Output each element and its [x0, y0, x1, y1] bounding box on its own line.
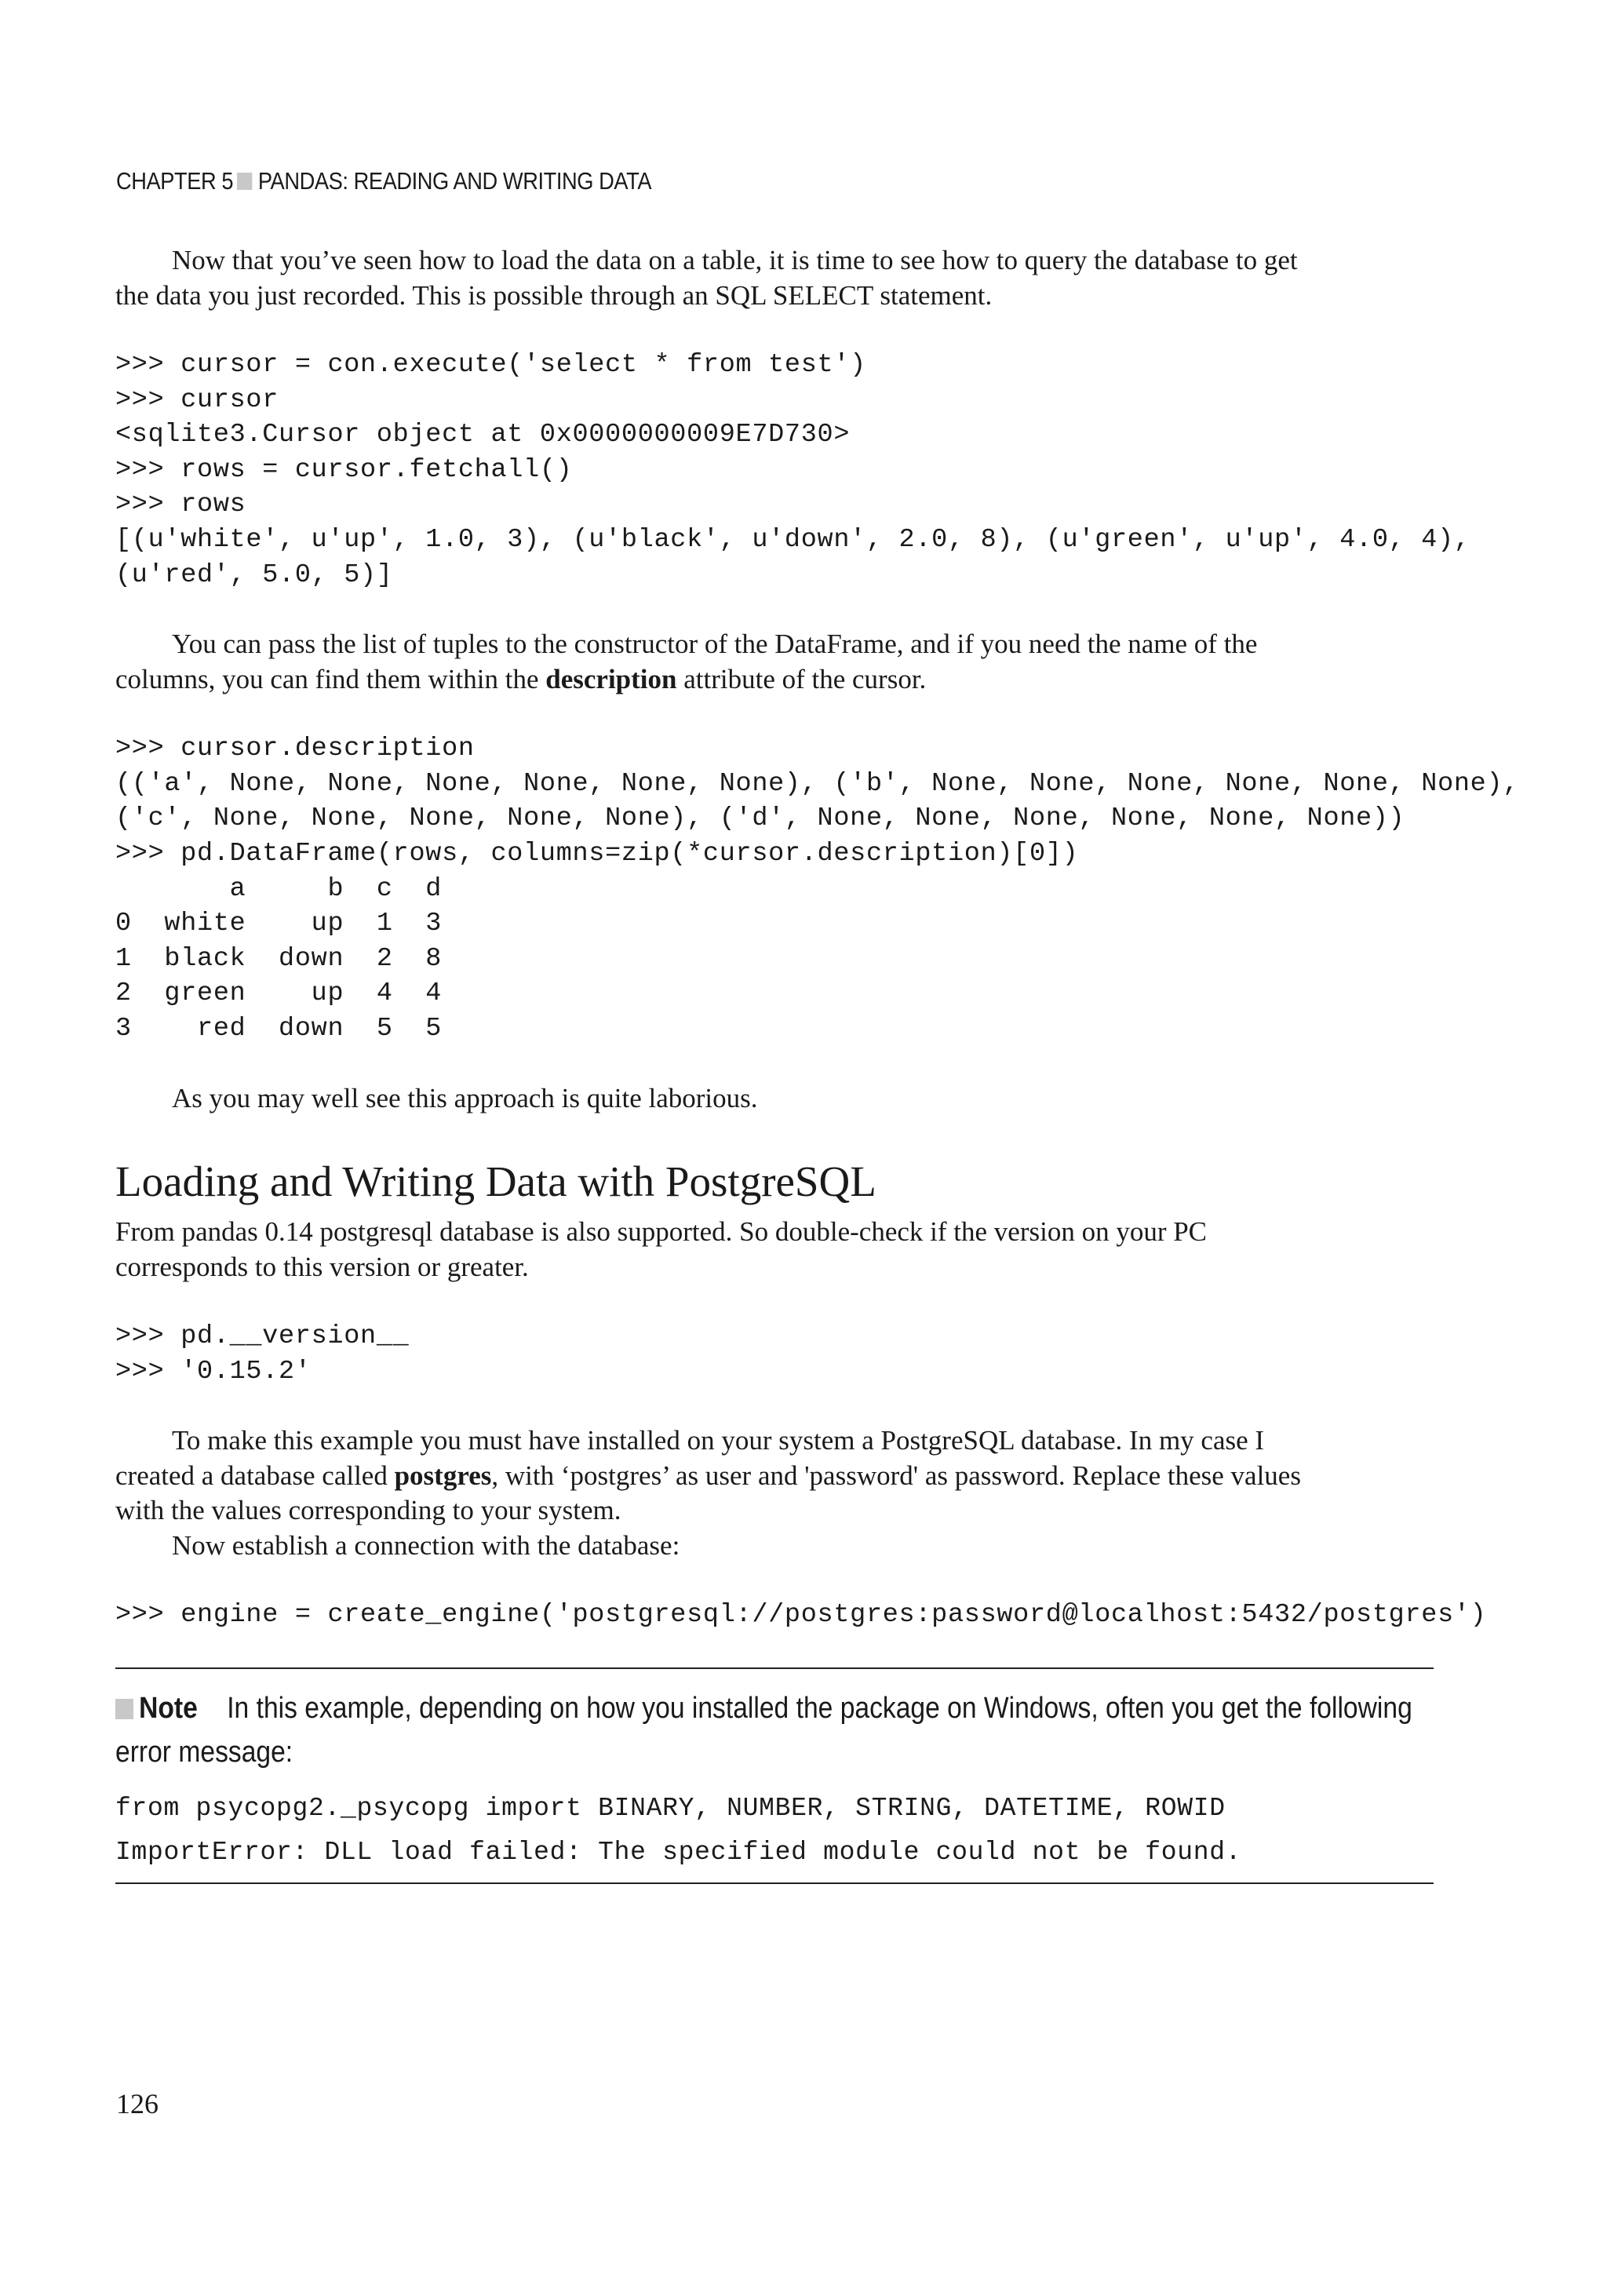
running-header: [116, 167, 651, 195]
text-line: Now establish a connection with the database:: [172, 1529, 680, 1561]
text-line: From pandas 0.14 postgresql database is also supported. So double-check if the version on your PC: [115, 1216, 1208, 1247]
text-line: To make this example you must have installed on your system a PostgreSQL database. In my case I: [172, 1425, 1265, 1456]
code-line: a b c d: [115, 873, 443, 904]
code-line: >>> cursor = con.execute('select * from test'): [115, 350, 866, 380]
note-bottom-rule: [115, 1882, 1434, 1884]
text-line: You can pass the list of tuples to the constructor of the DataFrame, and if you need the name of the: [172, 629, 1258, 660]
note-text-line: error message:: [115, 1735, 293, 1769]
paragraph-setup: [115, 1423, 1434, 1563]
bold-term-postgres: postgres: [394, 1460, 492, 1491]
text-line: Now that you’ve seen how to load the data on a table, it is time to see how to query the database to get: [172, 245, 1298, 275]
code-block-version: [115, 1319, 1434, 1389]
square-bullet-icon: [237, 173, 252, 190]
text-line: created a database called postgres, with ‘postgres’ as user and 'password' as password. Replace these values: [115, 1460, 1301, 1491]
page-content: [115, 243, 1520, 1884]
text-line: columns, you can find them within the description attribute of the cursor.: [115, 663, 927, 694]
text-line: with the values corresponding to your system.: [115, 1495, 621, 1526]
paragraph-postgres-support: [115, 1215, 1434, 1285]
code-line: 3 red down 5 5: [115, 1013, 443, 1044]
code-block-select: [115, 348, 1470, 592]
note-code-block: [115, 1787, 1434, 1875]
code-line: >>> engine = create_engine('postgresql://postgres:password@localhost:5432/postgres'): [115, 1600, 1487, 1631]
code-line: >>> pd.__version__: [115, 1321, 410, 1351]
code-line: ImportError: DLL load failed: The specified module could not be found.: [115, 1837, 1242, 1867]
code-block-description: [115, 731, 1520, 1046]
code-line: >>> rows: [115, 490, 246, 520]
code-line: <sqlite3.Cursor object at 0x0000000009E7D730>: [115, 420, 851, 450]
chapter-title: PANDAS: READING AND WRITING DATA: [257, 167, 652, 195]
code-line: from psycopg2._psycopg import BINARY, NUMBER, STRING, DATETIME, ROWID: [115, 1793, 1226, 1823]
paragraph-laborious: As you may well see this approach is quite laborious.: [172, 1082, 758, 1113]
text-line: corresponds to this version or greater.: [115, 1251, 529, 1282]
code-line: >>> '0.15.2': [115, 1356, 312, 1387]
code-line: 2 green up 4 4: [115, 979, 443, 1009]
code-block-engine: [115, 1598, 1487, 1633]
note-text-line: Note In this example, depending on how you installed the package on Windows, often you get the following: [115, 1686, 1282, 1730]
code-line: ('c', None, None, None, None, None), ('d', None, None, None, None, None, None)): [115, 804, 1405, 834]
text-line: the data you just recorded. This is possible through an SQL SELECT statement.: [115, 279, 993, 311]
section-heading: Loading and Writing Data with PostgreSQL: [115, 1157, 876, 1205]
paragraph-query-intro: [115, 243, 1434, 313]
chapter-label: CHAPTER 5: [116, 167, 234, 195]
code-line: 0 white up 1 3: [115, 909, 443, 939]
code-line: 1 black down 2 8: [115, 943, 443, 974]
paragraph-dataframe: [115, 627, 1434, 697]
code-line: >>> rows = cursor.fetchall(): [115, 454, 573, 485]
code-line: (u'red', 5.0, 5)]: [115, 559, 393, 590]
note-box: [115, 1669, 1434, 1882]
code-line: >>> cursor.description: [115, 734, 475, 764]
code-line: [(u'white', u'up', 1.0, 3), (u'black', u'down', 2.0, 8), (u'green', u'up', 4.0, 4),: [115, 524, 1470, 555]
bold-term-description: description: [545, 663, 677, 694]
note-label: Note: [139, 1691, 198, 1725]
square-bullet-icon: [115, 1699, 133, 1719]
code-line: >>> cursor: [115, 384, 279, 415]
page-number: 126: [116, 2088, 159, 2119]
code-line: (('a', None, None, None, None, None, None), ('b', None, None, None, None, None, None),: [115, 768, 1520, 799]
code-line: >>> pd.DataFrame(rows, columns=zip(*cursor.description)[0]): [115, 838, 1079, 869]
